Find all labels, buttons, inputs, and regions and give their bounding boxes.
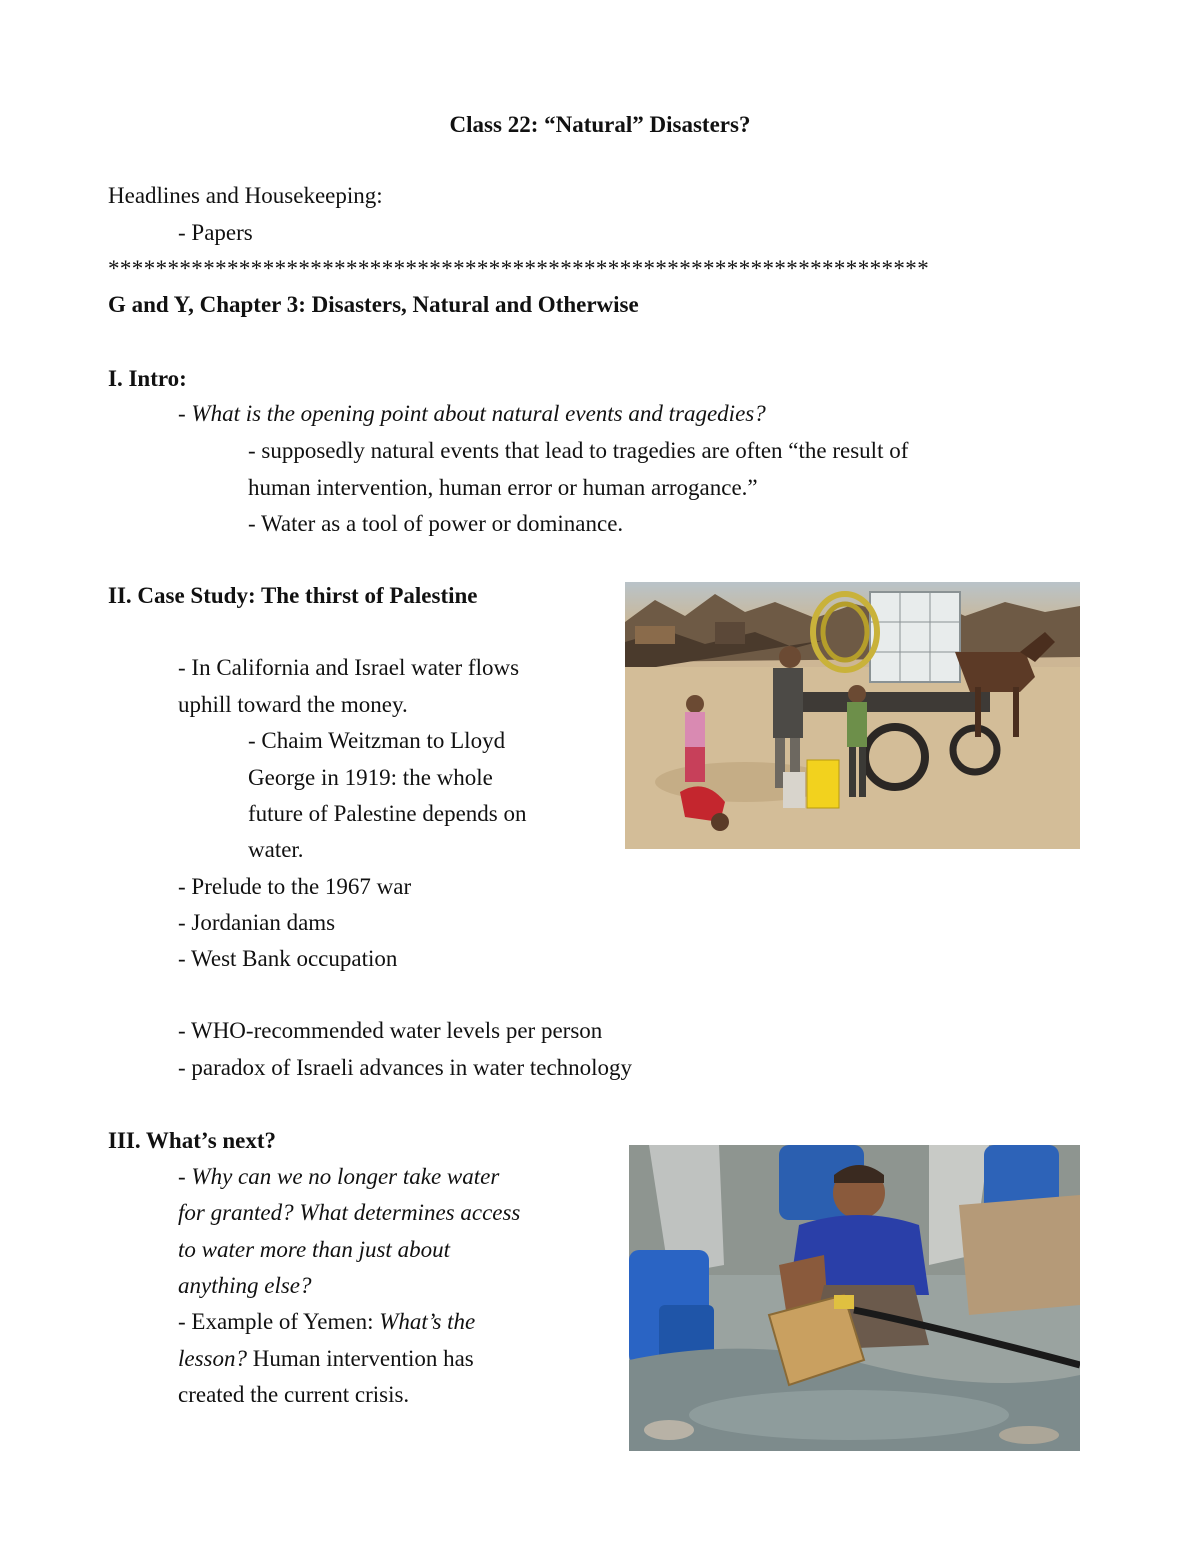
- case-study-item: - Jordanian dams: [178, 910, 336, 935]
- whats-next-q-line-1: [178, 1162, 499, 1192]
- case-study-p2-line-3: future of Palestine depends on: [248, 801, 527, 826]
- case-study-item: - paradox of Israeli advances in water technology: [178, 1055, 633, 1080]
- case-study-item: - West Bank occupation: [178, 946, 398, 971]
- boy-water-photo: [629, 1145, 1080, 1451]
- case-study-p2-line-1: - Chaim Weitzman to Lloyd: [248, 728, 506, 753]
- case-study-item: - Prelude to the 1967 war: [178, 874, 412, 899]
- case-study-p1-line-1: - In California and Israel water flows: [178, 655, 520, 680]
- yemen-prefix: - Example of Yemen:: [178, 1309, 380, 1334]
- whats-next-dash: -: [178, 1164, 192, 1189]
- lesson-rest: Human intervention has: [247, 1346, 474, 1371]
- intro-point-2: - Water as a tool of power or dominance.: [248, 511, 624, 536]
- whats-next-last-line: created the current crisis.: [178, 1382, 410, 1407]
- intro-question-text: What is the opening point about natural events and tragedies?: [191, 401, 766, 426]
- whats-next-heading: III. What’s next?: [108, 1128, 277, 1153]
- case-study-p2-line-4: water.: [248, 837, 304, 862]
- whats-next-q-line-3: to water more than just about: [178, 1237, 450, 1262]
- whats-next-q-line-1-text: Why can we no longer take water: [191, 1164, 500, 1189]
- water-cart-photo: [625, 582, 1080, 849]
- intro-question-dash: -: [178, 401, 192, 426]
- yemen-italic: What’s the: [379, 1309, 476, 1334]
- page-title: Class 22: “Natural” Disasters?: [449, 112, 751, 137]
- housekeeping-item: - Papers: [178, 220, 253, 245]
- intro-heading: I. Intro:: [108, 366, 187, 391]
- intro-question: [178, 399, 766, 429]
- case-study-p1-line-2: uphill toward the money.: [178, 692, 408, 717]
- whats-next-q-line-4: anything else?: [178, 1273, 312, 1298]
- lesson-line: [178, 1344, 474, 1374]
- whats-next-q-line-2: for granted? What determines access: [178, 1200, 521, 1225]
- housekeeping-heading: Headlines and Housekeeping:: [108, 183, 383, 208]
- intro-point-1-line-2: human intervention, human error or human arrogance.”: [248, 475, 758, 500]
- intro-point-1-line-1: - supposedly natural events that lead to tragedies are often “the result of: [248, 438, 909, 463]
- case-study-heading: II. Case Study: The thirst of Palestine: [108, 583, 478, 608]
- case-study-p2-line-2: George in 1919: the whole: [248, 765, 493, 790]
- separator: *********************************************************************: [108, 256, 930, 281]
- chapter-heading: G and Y, Chapter 3: Disasters, Natural and Otherwise: [108, 292, 639, 317]
- case-study-item: - WHO-recommended water levels per person: [178, 1018, 603, 1043]
- lesson-italic: lesson?: [178, 1346, 247, 1371]
- yemen-line: [178, 1307, 475, 1337]
